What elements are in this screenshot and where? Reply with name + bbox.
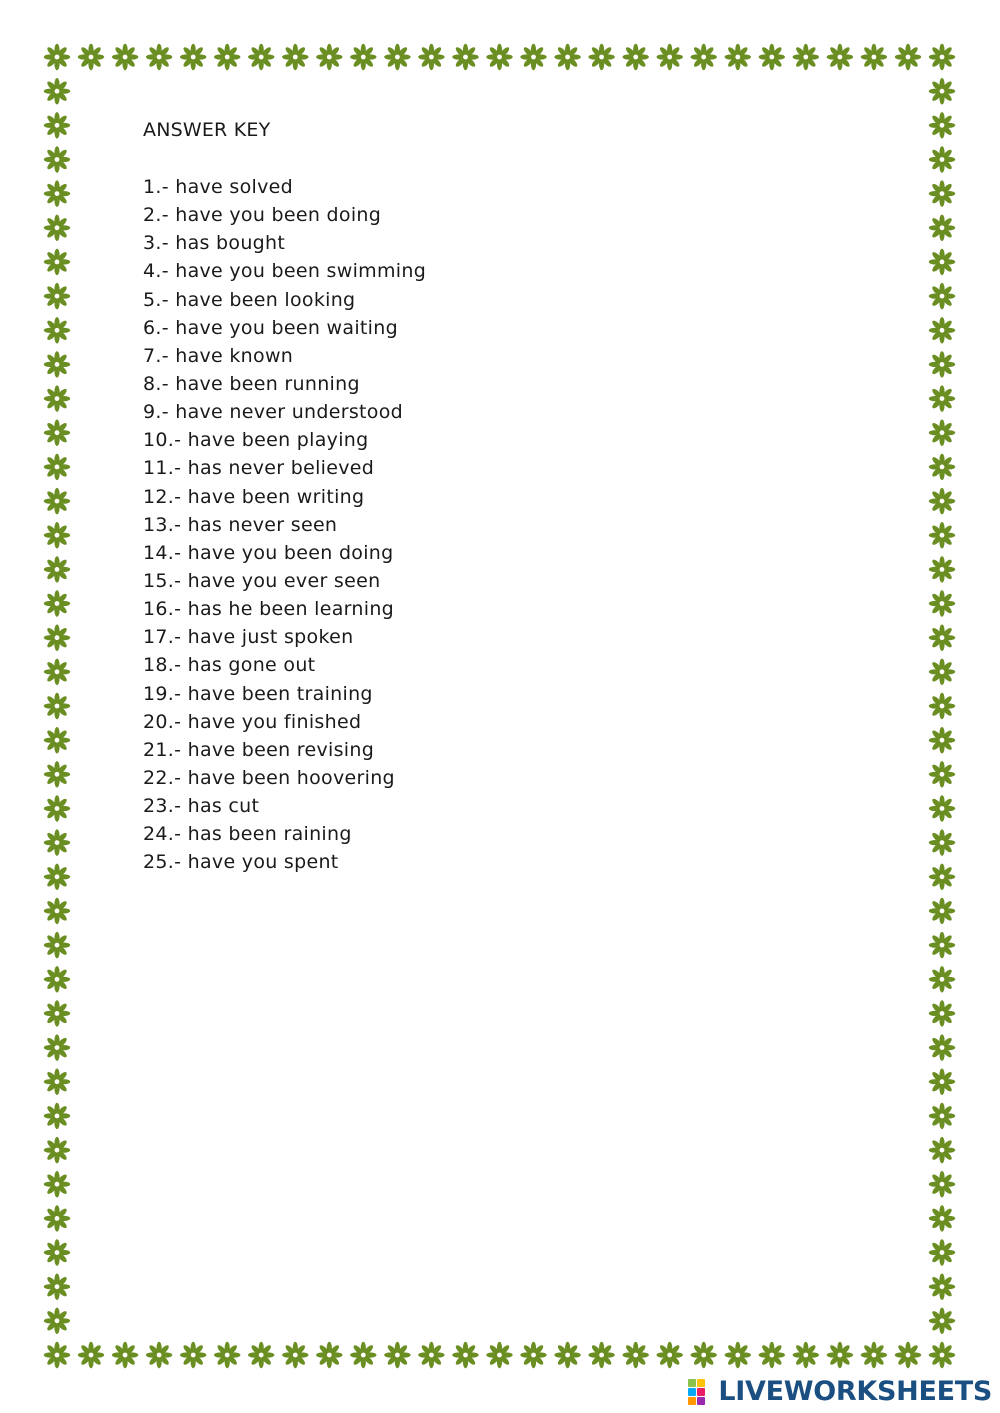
- green-flower-icon: [895, 44, 921, 70]
- green-flower-icon: [691, 44, 717, 70]
- answer-item: 22.- have been hoovering: [143, 766, 395, 789]
- answer-item: 4.- have you been swimming: [143, 260, 427, 283]
- green-flower-icon: [929, 1274, 955, 1300]
- green-flower-icon: [929, 78, 955, 104]
- green-flower-icon: [44, 1171, 70, 1197]
- green-flower-icon: [44, 966, 70, 992]
- green-flower-icon: [486, 44, 512, 70]
- green-flower-icon: [146, 44, 172, 70]
- green-flower-icon: [418, 44, 444, 70]
- green-flower-icon: [316, 1342, 342, 1368]
- green-flower-icon: [44, 215, 70, 241]
- green-flower-icon: [44, 556, 70, 582]
- green-flower-icon: [895, 1342, 921, 1368]
- liveworksheets-logo: [688, 1377, 992, 1407]
- green-flower-icon: [929, 112, 955, 138]
- green-flower-icon: [44, 625, 70, 651]
- green-flower-icon: [44, 1274, 70, 1300]
- green-flower-icon: [929, 1308, 955, 1334]
- green-flower-icon: [929, 829, 955, 855]
- green-flower-icon: [214, 44, 240, 70]
- green-flower-icon: [44, 1239, 70, 1265]
- green-flower-icon: [929, 1239, 955, 1265]
- green-flower-icon: [929, 1205, 955, 1231]
- answer-item: 17.- have just spoken: [143, 626, 354, 649]
- green-flower-icon: [44, 351, 70, 377]
- answer-item: 3.- has bought: [143, 232, 286, 255]
- green-flower-icon: [827, 44, 853, 70]
- green-flower-icon: [657, 1342, 683, 1368]
- green-flower-icon: [44, 488, 70, 514]
- green-flower-icon: [929, 215, 955, 241]
- green-flower-icon: [44, 727, 70, 753]
- green-flower-icon: [929, 454, 955, 480]
- green-flower-icon: [861, 1342, 887, 1368]
- green-flower-icon: [929, 420, 955, 446]
- green-flower-icon: [929, 1034, 955, 1060]
- page-title: ANSWER KEY: [143, 119, 271, 141]
- answer-item: 6.- have you been waiting: [143, 316, 398, 339]
- green-flower-icon: [78, 1342, 104, 1368]
- green-flower-icon: [929, 180, 955, 206]
- green-flower-icon: [554, 44, 580, 70]
- answer-item: 14.- have you been doing: [143, 541, 394, 564]
- green-flower-icon: [418, 1342, 444, 1368]
- green-flower-icon: [929, 1342, 955, 1368]
- green-flower-icon: [44, 180, 70, 206]
- green-flower-icon: [691, 1342, 717, 1368]
- answer-item: 10.- have been playing: [143, 429, 369, 452]
- green-flower-icon: [180, 44, 206, 70]
- green-flower-icon: [44, 454, 70, 480]
- green-flower-icon: [759, 44, 785, 70]
- green-flower-icon: [44, 590, 70, 616]
- green-flower-icon: [929, 1000, 955, 1026]
- green-flower-icon: [861, 44, 887, 70]
- green-flower-icon: [44, 78, 70, 104]
- green-flower-icon: [793, 44, 819, 70]
- answer-item: 24.- has been raining: [143, 823, 352, 846]
- liveworksheets-blocks-icon: [688, 1379, 714, 1405]
- green-flower-icon: [793, 1342, 819, 1368]
- green-flower-icon: [929, 625, 955, 651]
- green-flower-icon: [929, 44, 955, 70]
- green-flower-icon: [44, 761, 70, 787]
- green-flower-icon: [929, 1069, 955, 1095]
- green-flower-icon: [929, 898, 955, 924]
- answer-item: 5.- have been looking: [143, 288, 356, 311]
- green-flower-icon: [520, 1342, 546, 1368]
- green-flower-icon: [929, 659, 955, 685]
- answer-item: 20.- have you finished: [143, 710, 362, 733]
- green-flower-icon: [929, 795, 955, 821]
- answer-item: 11.- has never believed: [143, 457, 375, 480]
- answer-item: 19.- have been training: [143, 682, 373, 705]
- green-flower-icon: [112, 44, 138, 70]
- green-flower-icon: [452, 44, 478, 70]
- green-flower-icon: [282, 1342, 308, 1368]
- green-flower-icon: [929, 146, 955, 172]
- green-flower-icon: [929, 351, 955, 377]
- green-flower-icon: [929, 317, 955, 343]
- green-flower-icon: [929, 966, 955, 992]
- green-flower-icon: [929, 488, 955, 514]
- green-flower-icon: [588, 1342, 614, 1368]
- answer-item: 25.- have you spent: [143, 851, 339, 874]
- green-flower-icon: [44, 317, 70, 343]
- green-flower-icon: [44, 1103, 70, 1129]
- green-flower-icon: [929, 932, 955, 958]
- green-flower-icon: [384, 44, 410, 70]
- green-flower-icon: [929, 864, 955, 890]
- green-flower-icon: [316, 44, 342, 70]
- green-flower-icon: [929, 761, 955, 787]
- answer-item: 18.- has gone out: [143, 654, 316, 677]
- green-flower-icon: [44, 385, 70, 411]
- logo-text: LIVEWORKSHEETS: [718, 1376, 992, 1407]
- green-flower-icon: [657, 44, 683, 70]
- answer-item: 21.- have been revising: [143, 738, 375, 761]
- green-flower-icon: [112, 1342, 138, 1368]
- green-flower-icon: [44, 1205, 70, 1231]
- green-flower-icon: [929, 283, 955, 309]
- green-flower-icon: [759, 1342, 785, 1368]
- answer-item: 9.- have never understood: [143, 401, 404, 424]
- green-flower-icon: [554, 1342, 580, 1368]
- green-flower-icon: [929, 385, 955, 411]
- green-flower-icon: [44, 795, 70, 821]
- green-flower-icon: [44, 898, 70, 924]
- green-flower-icon: [44, 44, 70, 70]
- green-flower-icon: [44, 1342, 70, 1368]
- green-flower-icon: [384, 1342, 410, 1368]
- green-flower-icon: [44, 659, 70, 685]
- green-flower-icon: [44, 283, 70, 309]
- green-flower-icon: [44, 932, 70, 958]
- green-flower-icon: [180, 1342, 206, 1368]
- answer-item: 2.- have you been doing: [143, 204, 382, 227]
- green-flower-icon: [520, 44, 546, 70]
- green-flower-icon: [44, 1069, 70, 1095]
- green-flower-icon: [623, 44, 649, 70]
- answer-item: 23.- has cut: [143, 795, 260, 818]
- green-flower-icon: [725, 1342, 751, 1368]
- green-flower-icon: [588, 44, 614, 70]
- green-flower-icon: [623, 1342, 649, 1368]
- green-flower-icon: [146, 1342, 172, 1368]
- green-flower-icon: [929, 727, 955, 753]
- green-flower-icon: [44, 693, 70, 719]
- green-flower-icon: [929, 522, 955, 548]
- answer-item: 8.- have been running: [143, 372, 360, 395]
- green-flower-icon: [214, 1342, 240, 1368]
- answer-item: 15.- have you ever seen: [143, 569, 381, 592]
- green-flower-icon: [929, 1103, 955, 1129]
- green-flower-icon: [929, 590, 955, 616]
- green-flower-icon: [929, 556, 955, 582]
- green-flower-icon: [486, 1342, 512, 1368]
- green-flower-icon: [248, 44, 274, 70]
- answer-item: 12.- have been writing: [143, 485, 365, 508]
- green-flower-icon: [44, 829, 70, 855]
- green-flower-icon: [248, 1342, 274, 1368]
- answer-key-content: [143, 116, 426, 877]
- answer-item: 1.- have solved: [143, 176, 293, 198]
- green-flower-icon: [929, 693, 955, 719]
- answer-item: 13.- has never seen: [143, 513, 338, 536]
- green-flower-icon: [929, 249, 955, 275]
- answer-list: [143, 173, 426, 877]
- answer-item: 16.- has he been learning: [143, 598, 395, 621]
- answer-item: 7.- have known: [143, 344, 294, 367]
- green-flower-icon: [44, 420, 70, 446]
- green-flower-icon: [929, 1171, 955, 1197]
- green-flower-icon: [350, 44, 376, 70]
- green-flower-icon: [44, 1000, 70, 1026]
- green-flower-icon: [452, 1342, 478, 1368]
- green-flower-icon: [350, 1342, 376, 1368]
- green-flower-icon: [44, 864, 70, 890]
- green-flower-icon: [44, 112, 70, 138]
- green-flower-icon: [44, 249, 70, 275]
- green-flower-icon: [282, 44, 308, 70]
- green-flower-icon: [78, 44, 104, 70]
- green-flower-icon: [929, 1137, 955, 1163]
- green-flower-icon: [827, 1342, 853, 1368]
- green-flower-icon: [44, 146, 70, 172]
- green-flower-icon: [725, 44, 751, 70]
- green-flower-icon: [44, 1034, 70, 1060]
- green-flower-icon: [44, 522, 70, 548]
- green-flower-icon: [44, 1308, 70, 1334]
- green-flower-icon: [44, 1137, 70, 1163]
